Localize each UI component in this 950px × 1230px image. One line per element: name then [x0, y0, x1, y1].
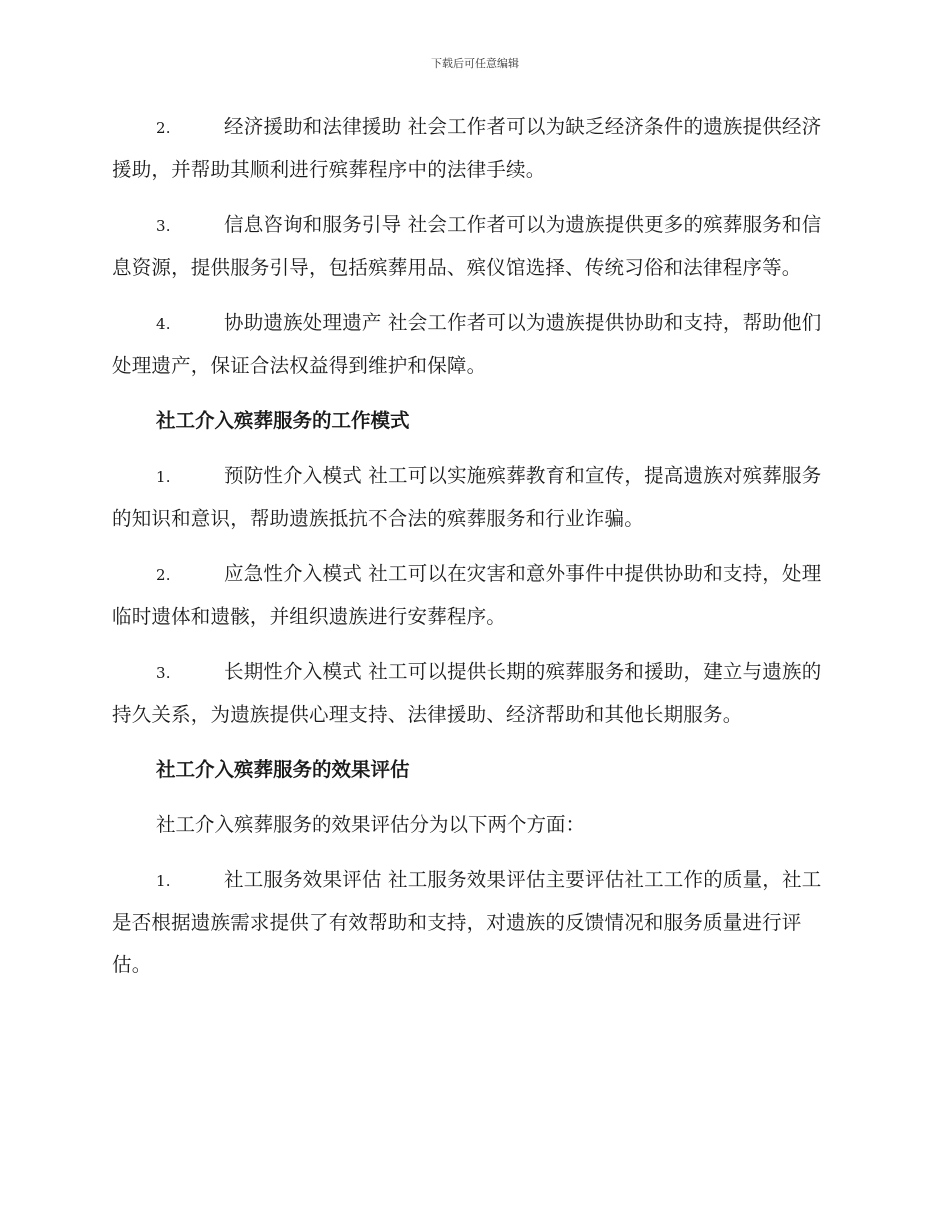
list-item-number: 3.	[156, 664, 171, 682]
list-item-text: 协助遗族处理遗产 社会工作者可以为遗族提供协助和支持，帮助他们处理遗产，保证合法权益得到维护和保障。	[112, 311, 822, 377]
list-item	[112, 204, 840, 289]
list-item	[112, 106, 840, 191]
list-item-text: 社工服务效果评估 社工服务效果评估主要评估社工工作的质量，社工是否根据遗族需求提供了有效帮助和支持，对遗族的反馈情况和服务质量进行评估。	[112, 868, 822, 976]
list-item	[112, 302, 840, 387]
list-item-text: 长期性介入模式 社工可以提供长期的殡葬服务和援助，建立与遗族的持久关系，为遗族提供心理支持、法律援助、经济帮助和其他长期服务。	[112, 660, 822, 726]
section-heading-work-modes: 社工介入殡葬服务的工作模式	[156, 409, 410, 432]
document-body	[112, 106, 840, 999]
list-item-number: 4.	[156, 315, 171, 333]
list-item	[112, 553, 840, 638]
list-item	[112, 859, 840, 986]
evaluation-intro-paragraph: 社工介入殡葬服务的效果评估分为以下两个方面：	[156, 813, 586, 836]
list-item-number: 2.	[156, 119, 171, 137]
list-item-number: 1.	[156, 468, 171, 486]
list-item	[112, 455, 840, 540]
list-item-text: 信息咨询和服务引导 社会工作者可以为遗族提供更多的殡葬服务和信息资源，提供服务引导，包括殡葬用品、殡仪馆选择、传统习俗和法律程序等。	[112, 213, 822, 279]
list-item-text: 经济援助和法律援助 社会工作者可以为缺乏经济条件的遗族提供经济援助，并帮助其顺利进行殡葬程序中的法律手续。	[112, 115, 822, 181]
list-item-text: 应急性介入模式 社工可以在灾害和意外事件中提供协助和支持，处理临时遗体和遗骸，并组织遗族进行安葬程序。	[112, 562, 822, 628]
list-item-number: 3.	[156, 217, 171, 235]
list-item-text: 预防性介入模式 社工可以实施殡葬教育和宣传，提高遗族对殡葬服务的知识和意识，帮助遗族抵抗不合法的殡葬服务和行业诈骗。	[112, 464, 822, 530]
section-heading-evaluation: 社工介入殡葬服务的效果评估	[156, 758, 410, 781]
list-item-number: 1.	[156, 872, 171, 890]
page-header: 下载后可任意编辑	[431, 57, 519, 70]
list-item	[112, 651, 840, 736]
list-item-number: 2.	[156, 566, 171, 584]
